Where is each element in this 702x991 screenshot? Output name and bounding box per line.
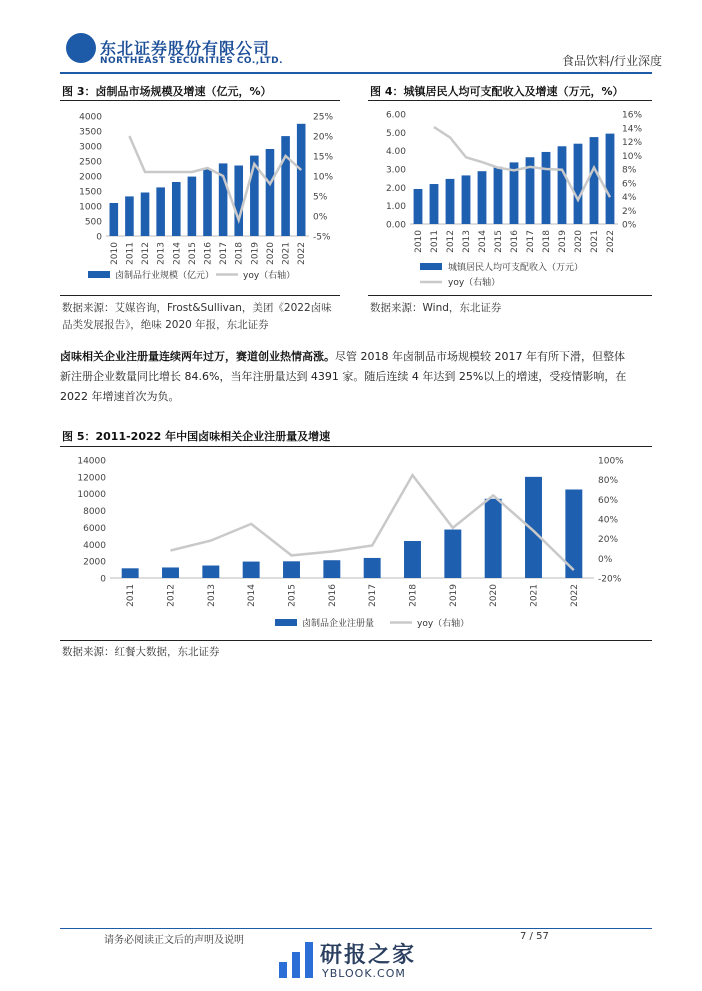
y-tick-label: 5.00	[385, 128, 406, 139]
bar	[485, 499, 502, 578]
bar	[478, 171, 487, 224]
x-tick-label: 2017	[526, 230, 536, 253]
x-tick-label: 2010	[414, 230, 424, 253]
y-tick-label: 6000	[83, 523, 106, 534]
y-tick-label: 14000	[77, 456, 106, 467]
y2-tick-label: 2%	[622, 206, 637, 217]
y-tick-label: 3000	[79, 142, 102, 153]
bar	[525, 477, 542, 578]
bar	[297, 124, 306, 236]
y2-tick-label: 6%	[622, 179, 637, 190]
y2-tick-label: -20%	[598, 574, 622, 585]
bar	[122, 568, 139, 578]
report-section: 食品饮料/行业深度	[561, 54, 662, 68]
bar	[125, 196, 134, 236]
bar	[542, 152, 551, 224]
y2-tick-label: 14%	[622, 124, 643, 135]
x-tick-label: 2016	[510, 230, 520, 253]
x-tick-label: 2010	[109, 242, 120, 265]
bar	[462, 175, 471, 224]
y2-tick-label: 0%	[622, 220, 637, 231]
x-tick-label: 2018	[408, 584, 419, 607]
y2-tick-label: 4%	[622, 193, 637, 203]
legend-swatch-bar	[88, 271, 110, 278]
fig5-source: 数据来源：红餐大数据，东北证券	[62, 646, 220, 658]
x-tick-label: 2021	[281, 242, 292, 265]
company-name-en: NORTHEAST SECURITIES CO.,LTD.	[100, 56, 283, 66]
bar	[574, 144, 583, 224]
y2-tick-label: 60%	[598, 495, 619, 506]
y2-tick-label: 12%	[622, 138, 643, 148]
x-tick-label: 2018	[542, 230, 552, 253]
bar	[234, 166, 243, 237]
legend-label-line: yoy（右轴）	[417, 619, 470, 629]
y-tick-label: 4.00	[385, 147, 406, 158]
y-tick-label: 3500	[79, 127, 102, 138]
y2-tick-label: 20%	[598, 535, 619, 546]
x-tick-label: 2015	[494, 230, 504, 253]
legend-label-line: yoy（右轴）	[243, 271, 296, 281]
y-tick-label: 1.00	[385, 202, 406, 213]
legend-label-line: yoy（右轴）	[448, 278, 501, 288]
fig3-title: 图 3：卤制品市场规模及增速（亿元，%）	[62, 85, 272, 98]
bar	[590, 137, 599, 224]
y-tick-label: 4000	[79, 112, 102, 123]
y-tick-label: 1000	[79, 202, 102, 213]
bar	[558, 146, 567, 224]
x-tick-label: 2017	[219, 242, 230, 265]
bar	[110, 203, 119, 236]
x-tick-label: 2011	[125, 242, 136, 265]
y-tick-label: 8000	[83, 507, 106, 518]
fig5-chart	[60, 448, 652, 638]
x-tick-label: 2011	[126, 584, 137, 607]
bar	[188, 177, 197, 236]
y-tick-label: 2000	[83, 557, 106, 568]
bar	[156, 187, 165, 236]
bar	[414, 189, 423, 224]
x-tick-label: 2012	[166, 584, 177, 607]
x-tick-label: 2013	[156, 242, 167, 265]
x-tick-label: 2020	[265, 242, 276, 265]
company-name-cn: 东北证券股份有限公司	[100, 39, 271, 58]
x-tick-label: 2020	[574, 230, 584, 253]
fig3-chart	[60, 102, 345, 292]
fig4-rule	[368, 100, 652, 101]
x-tick-label: 2022	[606, 230, 616, 253]
page-number: 7 / 57	[520, 931, 549, 942]
company-logo-icon	[66, 33, 96, 63]
y-tick-label: 12000	[77, 473, 106, 484]
x-tick-label: 2021	[590, 230, 600, 253]
x-tick-label: 2013	[206, 584, 217, 607]
bar	[141, 193, 150, 237]
bar	[203, 169, 212, 236]
y2-tick-label: 40%	[598, 515, 619, 526]
y2-tick-label: 100%	[598, 456, 624, 467]
y-tick-label: 0	[100, 574, 106, 585]
yoy-line	[434, 127, 610, 200]
bar	[444, 530, 461, 578]
bar	[283, 561, 300, 578]
y-tick-label: 0.00	[385, 220, 406, 231]
fig4-source: 数据来源：Wind，东北证券	[370, 302, 502, 314]
fig3-bottom-rule	[60, 295, 340, 296]
legend-label-bar: 卤制品行业规模（亿元）	[115, 271, 215, 281]
y2-tick-label: 15%	[313, 152, 334, 163]
body-paragraph	[60, 347, 630, 407]
y-tick-label: 4000	[83, 540, 106, 551]
x-tick-label: 2022	[569, 584, 580, 607]
legend-label-bar: 城镇居民人均可支配收入（万元）	[448, 263, 584, 273]
x-tick-label: 2014	[172, 242, 183, 265]
x-tick-label: 2014	[478, 230, 488, 253]
x-tick-label: 2021	[529, 584, 540, 607]
bar	[446, 179, 455, 224]
watermark-url: YBLOOK.COM	[322, 967, 406, 980]
bar	[162, 567, 179, 578]
y2-tick-label: 0%	[598, 554, 613, 565]
y-tick-label: 3.00	[385, 165, 406, 176]
x-tick-label: 2017	[368, 584, 379, 607]
yoy-line	[129, 136, 301, 220]
x-tick-label: 2022	[297, 242, 308, 265]
bar	[323, 560, 340, 578]
fig5-bottom-rule	[60, 640, 652, 641]
y2-tick-label: 8%	[622, 165, 637, 176]
y-tick-label: 10000	[77, 490, 106, 501]
fig4-chart	[368, 102, 652, 292]
y2-tick-label: 20%	[313, 132, 334, 143]
fig3-rule	[60, 100, 340, 101]
bar	[364, 558, 381, 578]
yoy-line	[171, 475, 574, 570]
y2-tick-label: 80%	[598, 476, 619, 487]
fig4-title: 图 4：城镇居民人均可支配收入及增速（万元，%）	[370, 85, 624, 98]
watermark-text: 研报之家	[320, 943, 417, 968]
x-tick-label: 2014	[247, 584, 258, 607]
y-tick-label: 1500	[79, 187, 102, 198]
legend-swatch-bar	[420, 263, 442, 270]
x-tick-label: 2012	[446, 230, 456, 253]
fig3-source: 数据来源：艾媒咨询，Frost&Sullivan，美团《2022卤味品类发展报告》，绝味 2020 年报，东北证券	[62, 302, 332, 331]
legend-label-bar: 卤制品企业注册量	[302, 619, 375, 629]
x-tick-label: 2019	[250, 242, 261, 265]
legend-swatch-bar	[275, 619, 297, 626]
header-divider	[60, 72, 652, 74]
y-tick-label: 2000	[79, 172, 102, 183]
x-tick-label: 2015	[287, 584, 298, 607]
bar	[404, 541, 421, 578]
y2-tick-label: 0%	[313, 212, 328, 223]
x-tick-label: 2018	[234, 242, 245, 265]
y-tick-label: 0	[96, 232, 102, 243]
x-tick-label: 2020	[489, 584, 500, 607]
bar	[430, 184, 439, 224]
paragraph-body: 尽管 2018 年卤制品市场规模较 2017 年有所下滑，但整体新注册企业数量同比增长 84.6%，当年注册量达到 4391 家。随后连续 4 年达到 25%以上的增速，受疫情影响，在 2022 年增速首次为负。	[60, 350, 627, 403]
bar	[266, 149, 275, 236]
watermark-logo-icon	[276, 938, 316, 980]
bar	[172, 182, 181, 236]
y2-tick-label: -5%	[313, 232, 331, 243]
x-tick-label: 2019	[558, 230, 568, 253]
x-tick-label: 2016	[327, 584, 338, 607]
bar	[281, 136, 290, 236]
x-tick-label: 2011	[430, 230, 440, 253]
bar	[606, 134, 615, 224]
bar	[202, 566, 219, 578]
y-tick-label: 2.00	[385, 183, 406, 194]
footer-divider	[60, 928, 652, 929]
x-tick-label: 2013	[462, 230, 472, 253]
x-tick-label: 2019	[448, 584, 459, 607]
fig5-title: 图 5：2011-2022 年中国卤味相关企业注册量及增速	[62, 430, 331, 443]
fig4-bottom-rule	[368, 295, 652, 296]
x-tick-label: 2015	[187, 242, 198, 265]
x-tick-label: 2012	[141, 242, 152, 265]
y2-tick-label: 10%	[313, 172, 334, 183]
y-tick-label: 6.00	[385, 110, 406, 121]
x-tick-label: 2016	[203, 242, 214, 265]
bar	[494, 167, 503, 224]
fig5-rule	[60, 446, 652, 447]
y2-tick-label: 25%	[313, 112, 334, 123]
y-tick-label: 2500	[79, 157, 102, 168]
y2-tick-label: 16%	[622, 110, 643, 121]
footer-notice: 请务必阅读正文后的声明及说明	[104, 935, 244, 946]
y-tick-label: 500	[84, 217, 102, 228]
y2-tick-label: 5%	[313, 192, 328, 203]
bar	[243, 562, 260, 578]
paragraph-lead: 卤味相关企业注册量连续两年过万，赛道创业热情高涨。	[60, 350, 335, 363]
y2-tick-label: 10%	[622, 151, 643, 162]
